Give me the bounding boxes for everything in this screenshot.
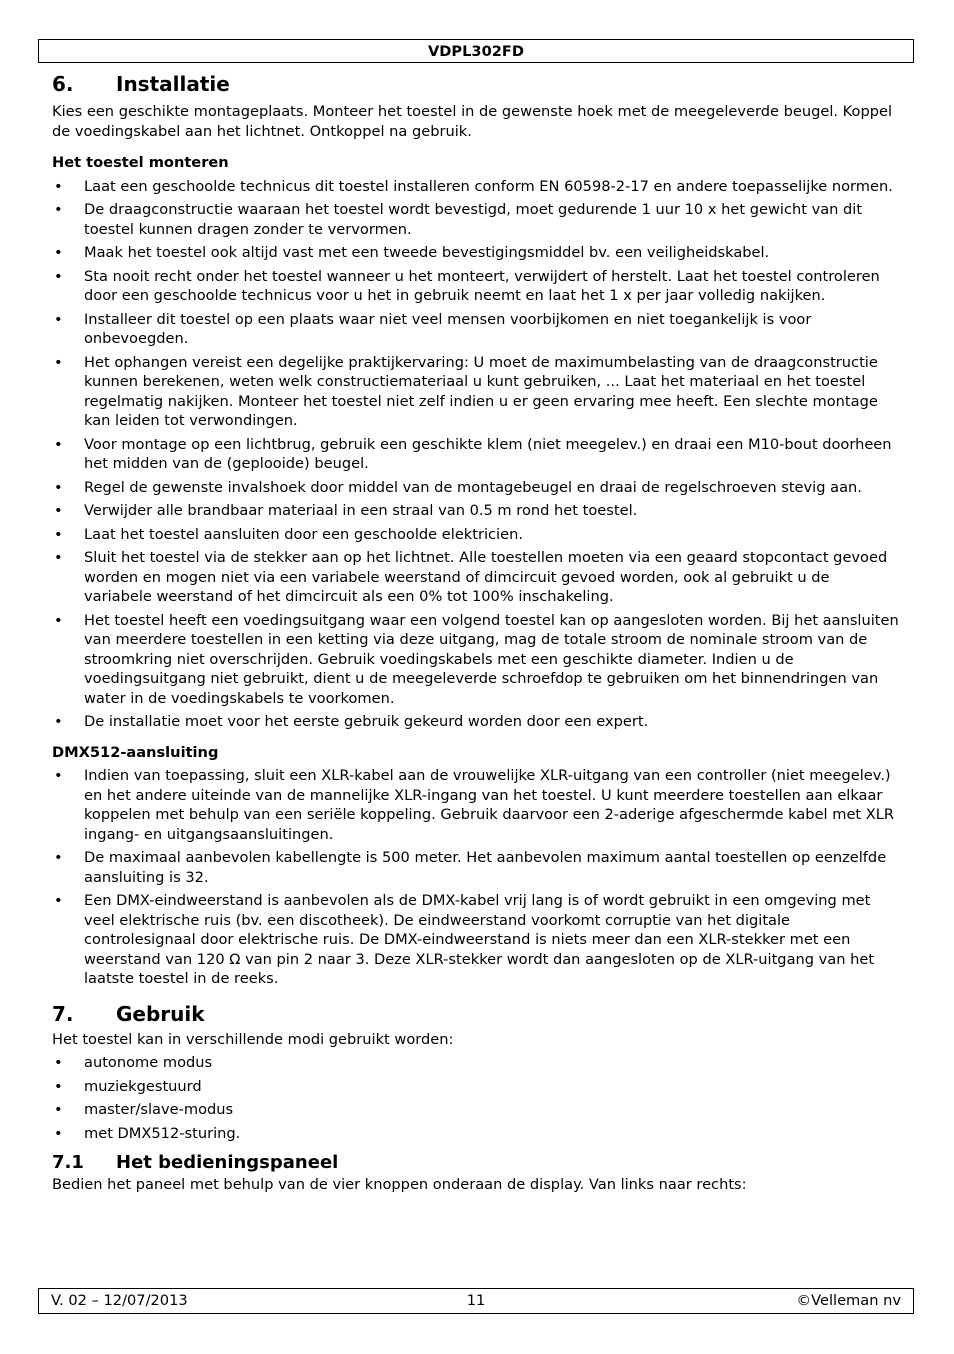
page-footer: [38, 1288, 914, 1314]
section-7-1-text: Bedien het paneel met behulp van de vier knoppen onderaan de display. Van links naar rechts:: [52, 1176, 747, 1193]
list-item: • Installeer dit toestel op een plaats waar niet veel mensen voorbijkomen en niet toegankelijk is voor onbevoegden.: [52, 310, 902, 349]
mounting-list: [52, 177, 902, 732]
list-item: • autonome modus: [52, 1053, 902, 1073]
section-7-1-heading: [52, 1151, 902, 1175]
dmx-subheading: DMX512-aansluiting: [52, 743, 219, 761]
section-number: 6.: [52, 72, 74, 96]
list-item: • Maak het toestel ook altijd vast met een tweede bevestigingsmiddel bv. een veiligheidskabel.: [52, 243, 902, 263]
list-item: • Indien van toepassing, sluit een XLR-kabel aan de vrouwelijke XLR-uitgang van een controller (niet meegelev.) en het andere uiteinde van de mannelijke XLR-ingang van het toestel. U kunt meerdere toestellen aan elkaar koppelen met behulp van een seriële koppeling. Gebruik daarvoor een 2-aderige afgeschermde kabel met XLR ingang- en uitgangsaansluitingen.: [52, 766, 902, 844]
section-6-heading: [52, 71, 902, 97]
footer-copyright: ©Velleman nv: [796, 1292, 901, 1309]
section-number: 7.: [52, 1001, 74, 1026]
list-item: • De maximaal aanbevolen kabellengte is 500 meter. Het aanbevolen maximum aantal toestellen op eenzelfde aansluiting is 32.: [52, 848, 902, 887]
subsection-number: 7.1: [52, 1152, 84, 1173]
subsection-title: Het bedieningspaneel: [116, 1152, 339, 1173]
list-item: • Sta nooit recht onder het toestel wanneer u het monteert, verwijdert of herstelt. Laat het toestel controleren door een geschoolde technicus voor u het in gebruik neemt en laat het 1 x per jaar volledig nakijken.: [52, 267, 902, 306]
model-number: VDPL302FD: [428, 43, 524, 60]
list-item: • Laat het toestel aansluiten door een geschoolde elektricien.: [52, 525, 902, 545]
section-title: Installatie: [116, 72, 230, 96]
list-item: • master/slave-modus: [52, 1100, 902, 1120]
footer-page-number: 11: [466, 1292, 486, 1309]
list-item: • Een DMX-eindweerstand is aanbevolen als de DMX-kabel vrij lang is of wordt gebruikt in een omgeving met veel elektrische ruis (bv. een discotheek). De eindweerstand voorkomt corruptie van het digitale controlesignaal door elektrische ruis. De DMX-eindweerstand is niets meer dan een XLR-stekker met een weerstand van 120 Ω van pin 2 naar 3. Deze XLR-stekker wordt dan aangesloten op de XLR-uitgang van het laatste toestel in de reeks.: [52, 891, 902, 989]
section-title: Gebruik: [116, 1001, 205, 1026]
page-header: [38, 39, 914, 63]
list-item: • Het toestel heeft een voedingsuitgang waar een volgend toestel kan op aangesloten worden. Bij het aansluiten van meerdere toestellen in een ketting via deze uitgang, mag de totale stroom de nominale stroom van de stroomkring niet overschrijden. Gebruik voedingskabels met een geschikte diameter. Indien u de voedingsuitgang niet gebruikt, dient u de meegeleverde schroefdop te gebruiken om het binnendringen van water in de voedingskabels te voorkomen.: [52, 611, 902, 709]
section-6-intro: Kies een geschikte montageplaats. Monteer het toestel in de gewenste hoek met de meegeleverde beugel. Koppel de voedingskabel aan het lichtnet. Ontkoppel na gebruik.: [52, 103, 893, 140]
list-item: • De installatie moet voor het eerste gebruik gekeurd worden door een expert.: [52, 712, 902, 732]
mounting-subheading: Het toestel monteren: [52, 154, 229, 171]
modes-list: [52, 1053, 902, 1143]
list-item: • Laat een geschoolde technicus dit toestel installeren conform EN 60598-2-17 en andere toepasselijke normen.: [52, 177, 902, 197]
page-content: [52, 71, 902, 1195]
list-item: • Verwijder alle brandbaar materiaal in een straal van 0.5 m rond het toestel.: [52, 501, 902, 521]
list-item: • Voor montage op een lichtbrug, gebruik een geschikte klem (niet meegelev.) en draai een M10-bout doorheen het midden van de (geplooide) beugel.: [52, 435, 902, 474]
section-7-heading: [52, 1001, 902, 1027]
list-item: • De draagconstructie waaraan het toestel wordt bevestigd, moet gedurende 1 uur 10 x het gewicht van dit toestel kunnen dragen zonder te vervormen.: [52, 200, 902, 239]
list-item: • Sluit het toestel via de stekker aan op het lichtnet. Alle toestellen moeten via een geaard stopcontact gevoed worden en mogen niet via een variabele weerstand of dimcircuit gevoed worden, ook al gebruikt u de variabele weerstand of het dimcircuit als een 0% tot 100% inschakeling.: [52, 548, 902, 607]
list-item: • muziekgestuurd: [52, 1077, 902, 1097]
list-item: • Het ophangen vereist een degelijke praktijkervaring: U moet de maximumbelasting van de draagconstructie kunnen berekenen, weten welk constructiemateriaal u kunt gebruiken, ... Laat het materiaal en het toestel regelmatig nakijken. Monteer het toestel niet zelf indien u er geen ervaring mee heeft. Een slechte montage kan leiden tot verwondingen.: [52, 353, 902, 431]
footer-version: V. 02 – 12/07/2013: [51, 1292, 188, 1309]
section-7-intro: Het toestel kan in verschillende modi gebruikt worden:: [52, 1030, 454, 1048]
list-item: • Regel de gewenste invalshoek door middel van de montagebeugel en draai de regelschroeven stevig aan.: [52, 478, 902, 498]
list-item: • met DMX512-sturing.: [52, 1124, 902, 1144]
dmx-list: [52, 766, 902, 989]
